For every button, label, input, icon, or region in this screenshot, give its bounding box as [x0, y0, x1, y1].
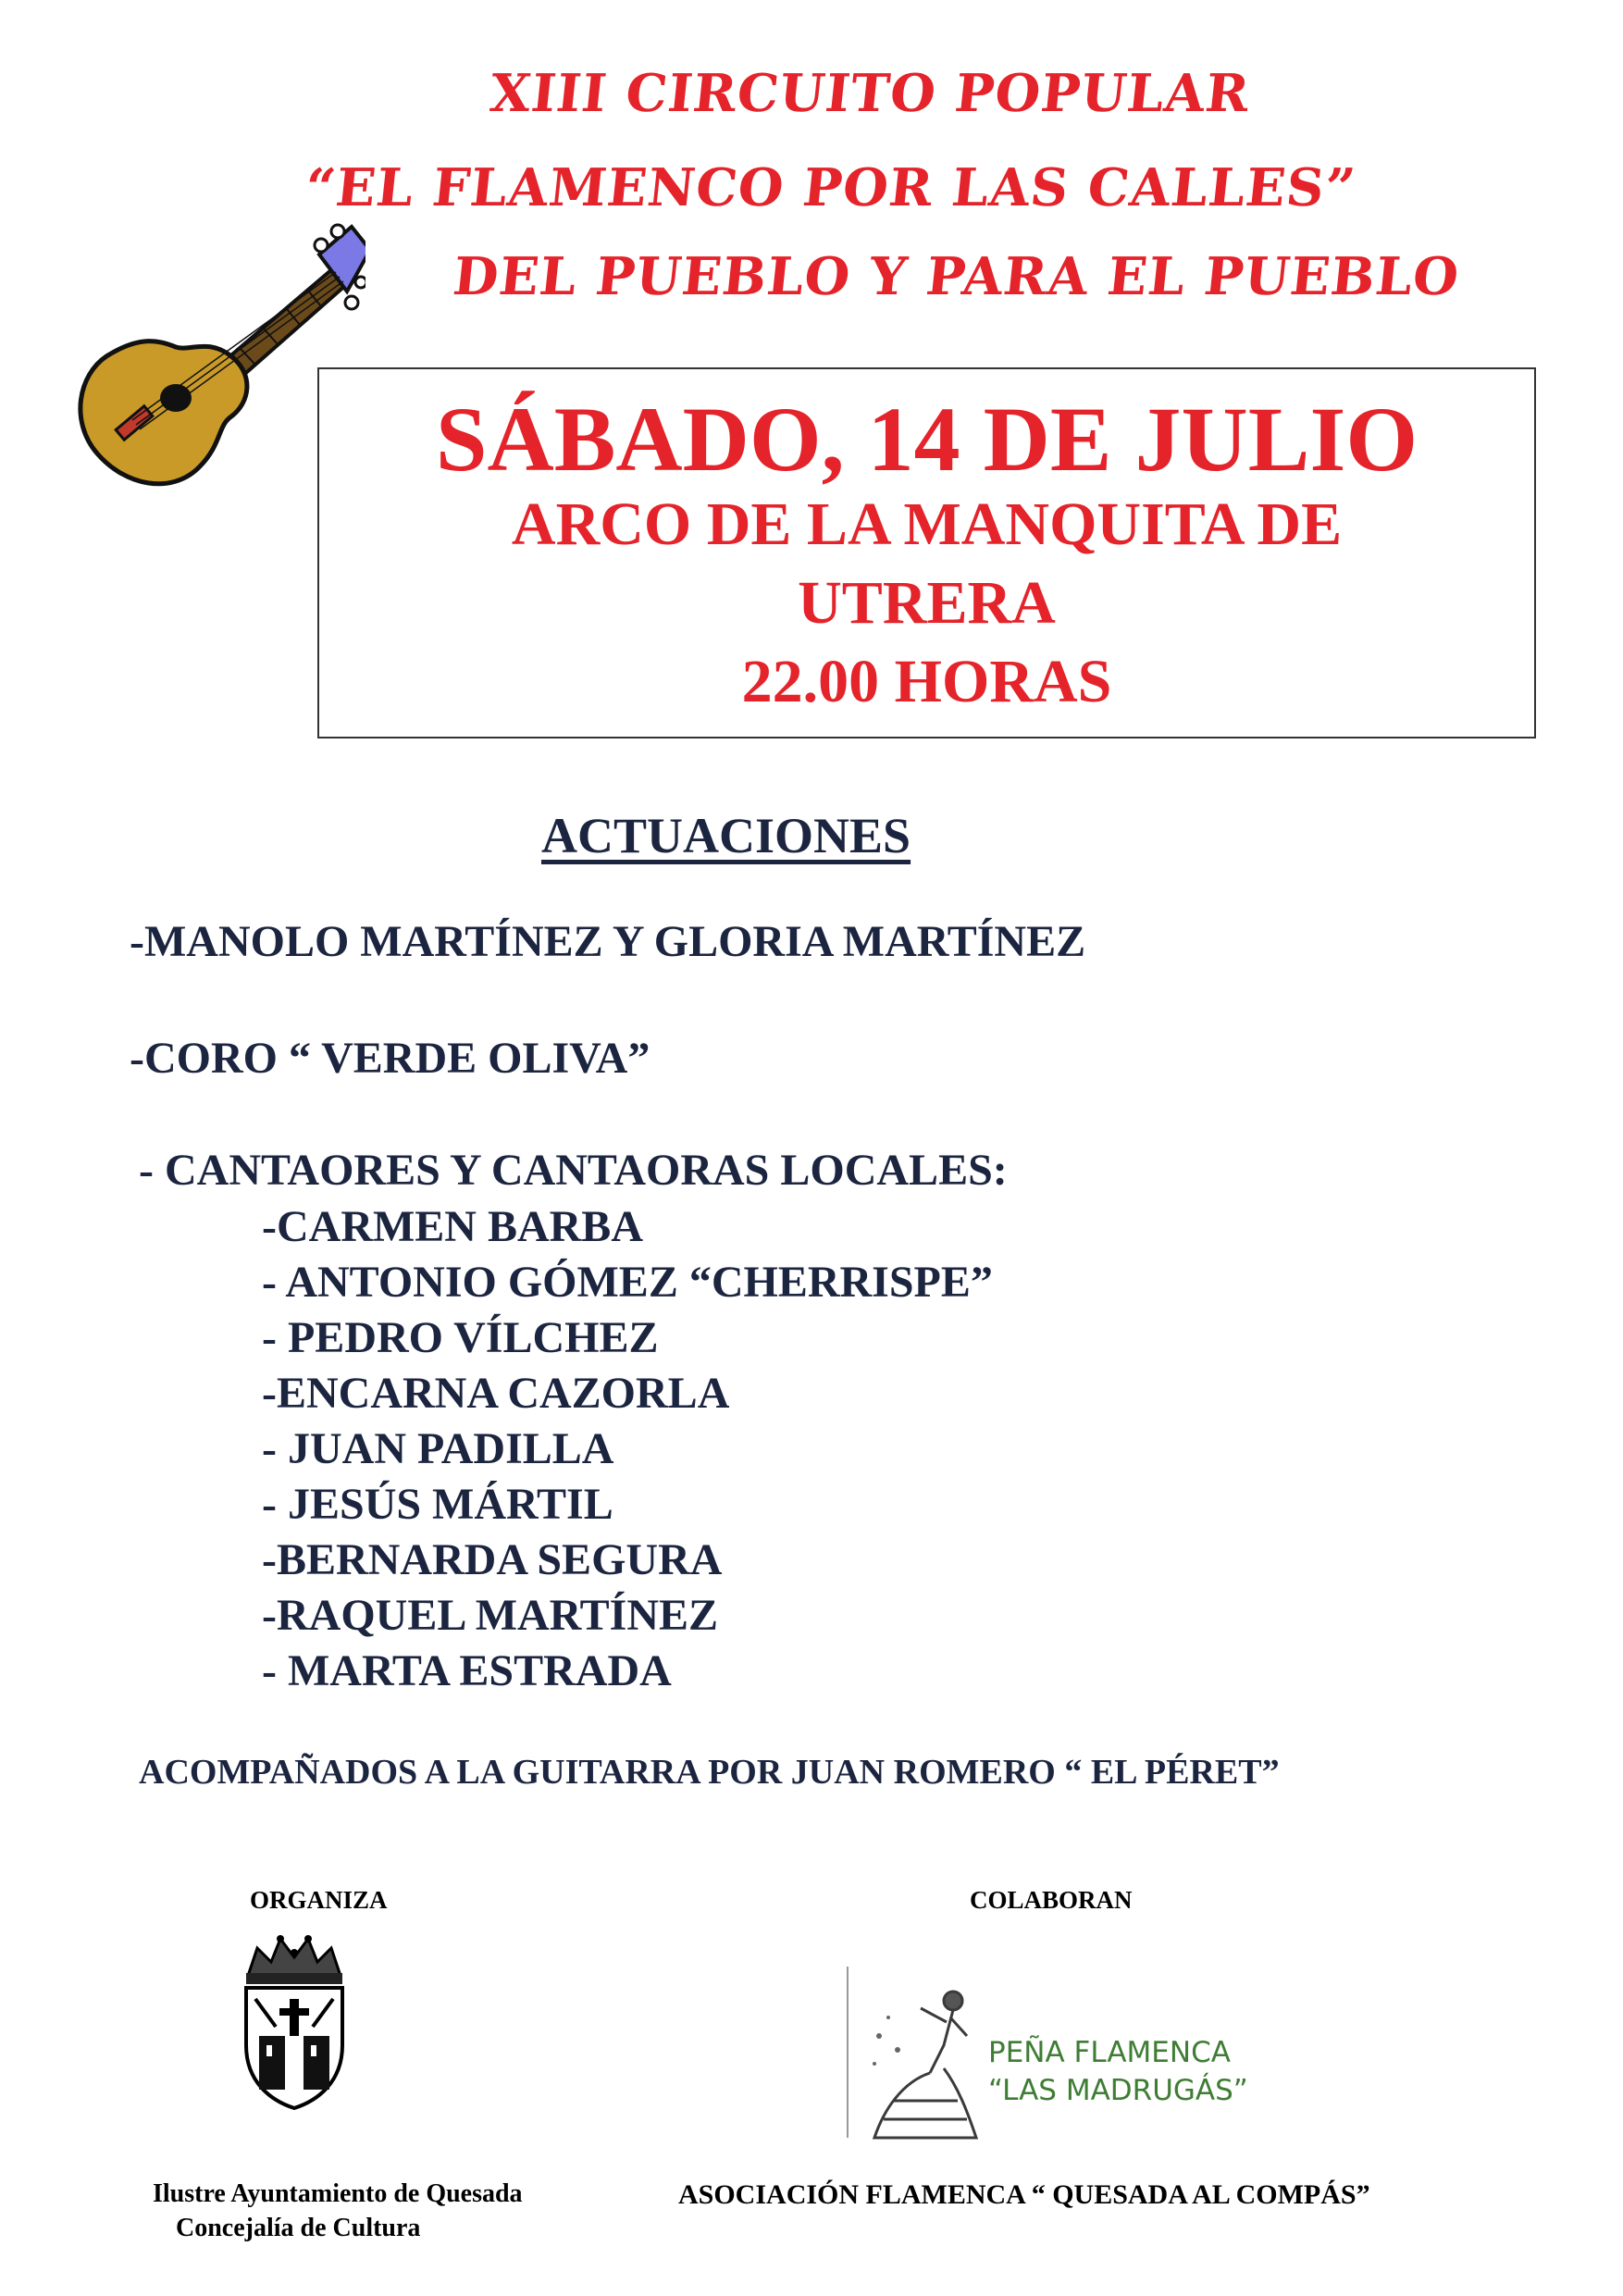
- local-singer: -BERNARDA SEGURA: [262, 1535, 723, 1584]
- colaboran-label: COLABORAN: [970, 1886, 1133, 1914]
- local-singer: - MARTA ESTRADA: [262, 1646, 672, 1695]
- header-title-line2: “EL FLAMENCO POR LAS CALLES”: [302, 157, 1359, 218]
- actuaciones-heading: ACTUACIONES: [541, 808, 911, 863]
- organizer-name: Ilustre Ayuntamiento de Quesada: [153, 2179, 523, 2208]
- event-info-box: [317, 367, 1536, 738]
- performer-item-1: -MANOLO MARTÍNEZ Y GLORIA MARTÍNEZ: [130, 917, 1086, 966]
- flamenco-dancer-logo: [865, 1980, 995, 2147]
- event-place-line1: ARCO DE LA MANQUITA DE: [511, 490, 1343, 558]
- event-place-line2: UTRERA: [798, 569, 1056, 637]
- header-title-line1: XIII CIRCUITO POPULAR: [487, 63, 1254, 124]
- pena-name-line1: PEÑA FLAMENCA: [988, 2036, 1231, 2069]
- performer-item-3: - CANTAORES Y CANTAORAS LOCALES:: [139, 1146, 1008, 1195]
- local-singer: - JESÚS MÁRTIL: [262, 1480, 613, 1529]
- local-singer: - JUAN PADILLA: [262, 1424, 614, 1473]
- local-singer: -CARMEN BARBA: [262, 1202, 643, 1251]
- organizer-department: Concejalía de Cultura: [176, 2214, 421, 2242]
- local-singer: - ANTONIO GÓMEZ “CHERRISPE”: [262, 1258, 993, 1307]
- pena-name-line2: “LAS MADRUGÁS”: [988, 2074, 1248, 2107]
- collaborator-name: ASOCIACIÓN FLAMENCA “ QUESADA AL COMPÁS”: [678, 2179, 1370, 2210]
- organiza-label: ORGANIZA: [250, 1886, 388, 1914]
- performer-item-2: -CORO “ VERDE OLIVA”: [130, 1034, 650, 1083]
- header-title-line3: DEL PUEBLO Y PARA EL PUEBLO: [450, 246, 1463, 307]
- guitar-accompaniment: ACOMPAÑADOS A LA GUITARRA POR JUAN ROMERO “ EL PÉRET”: [139, 1753, 1280, 1792]
- coat-of-arms-icon: [239, 1934, 350, 2110]
- local-singer: -ENCARNA CAZORLA: [262, 1369, 730, 1418]
- local-singer: - PEDRO VÍLCHEZ: [262, 1313, 659, 1362]
- local-singer: -RAQUEL MARTÍNEZ: [262, 1591, 719, 1640]
- event-time: 22.00 HORAS: [741, 648, 1112, 715]
- event-date: SÁBADO, 14 DE JULIO: [435, 388, 1419, 490]
